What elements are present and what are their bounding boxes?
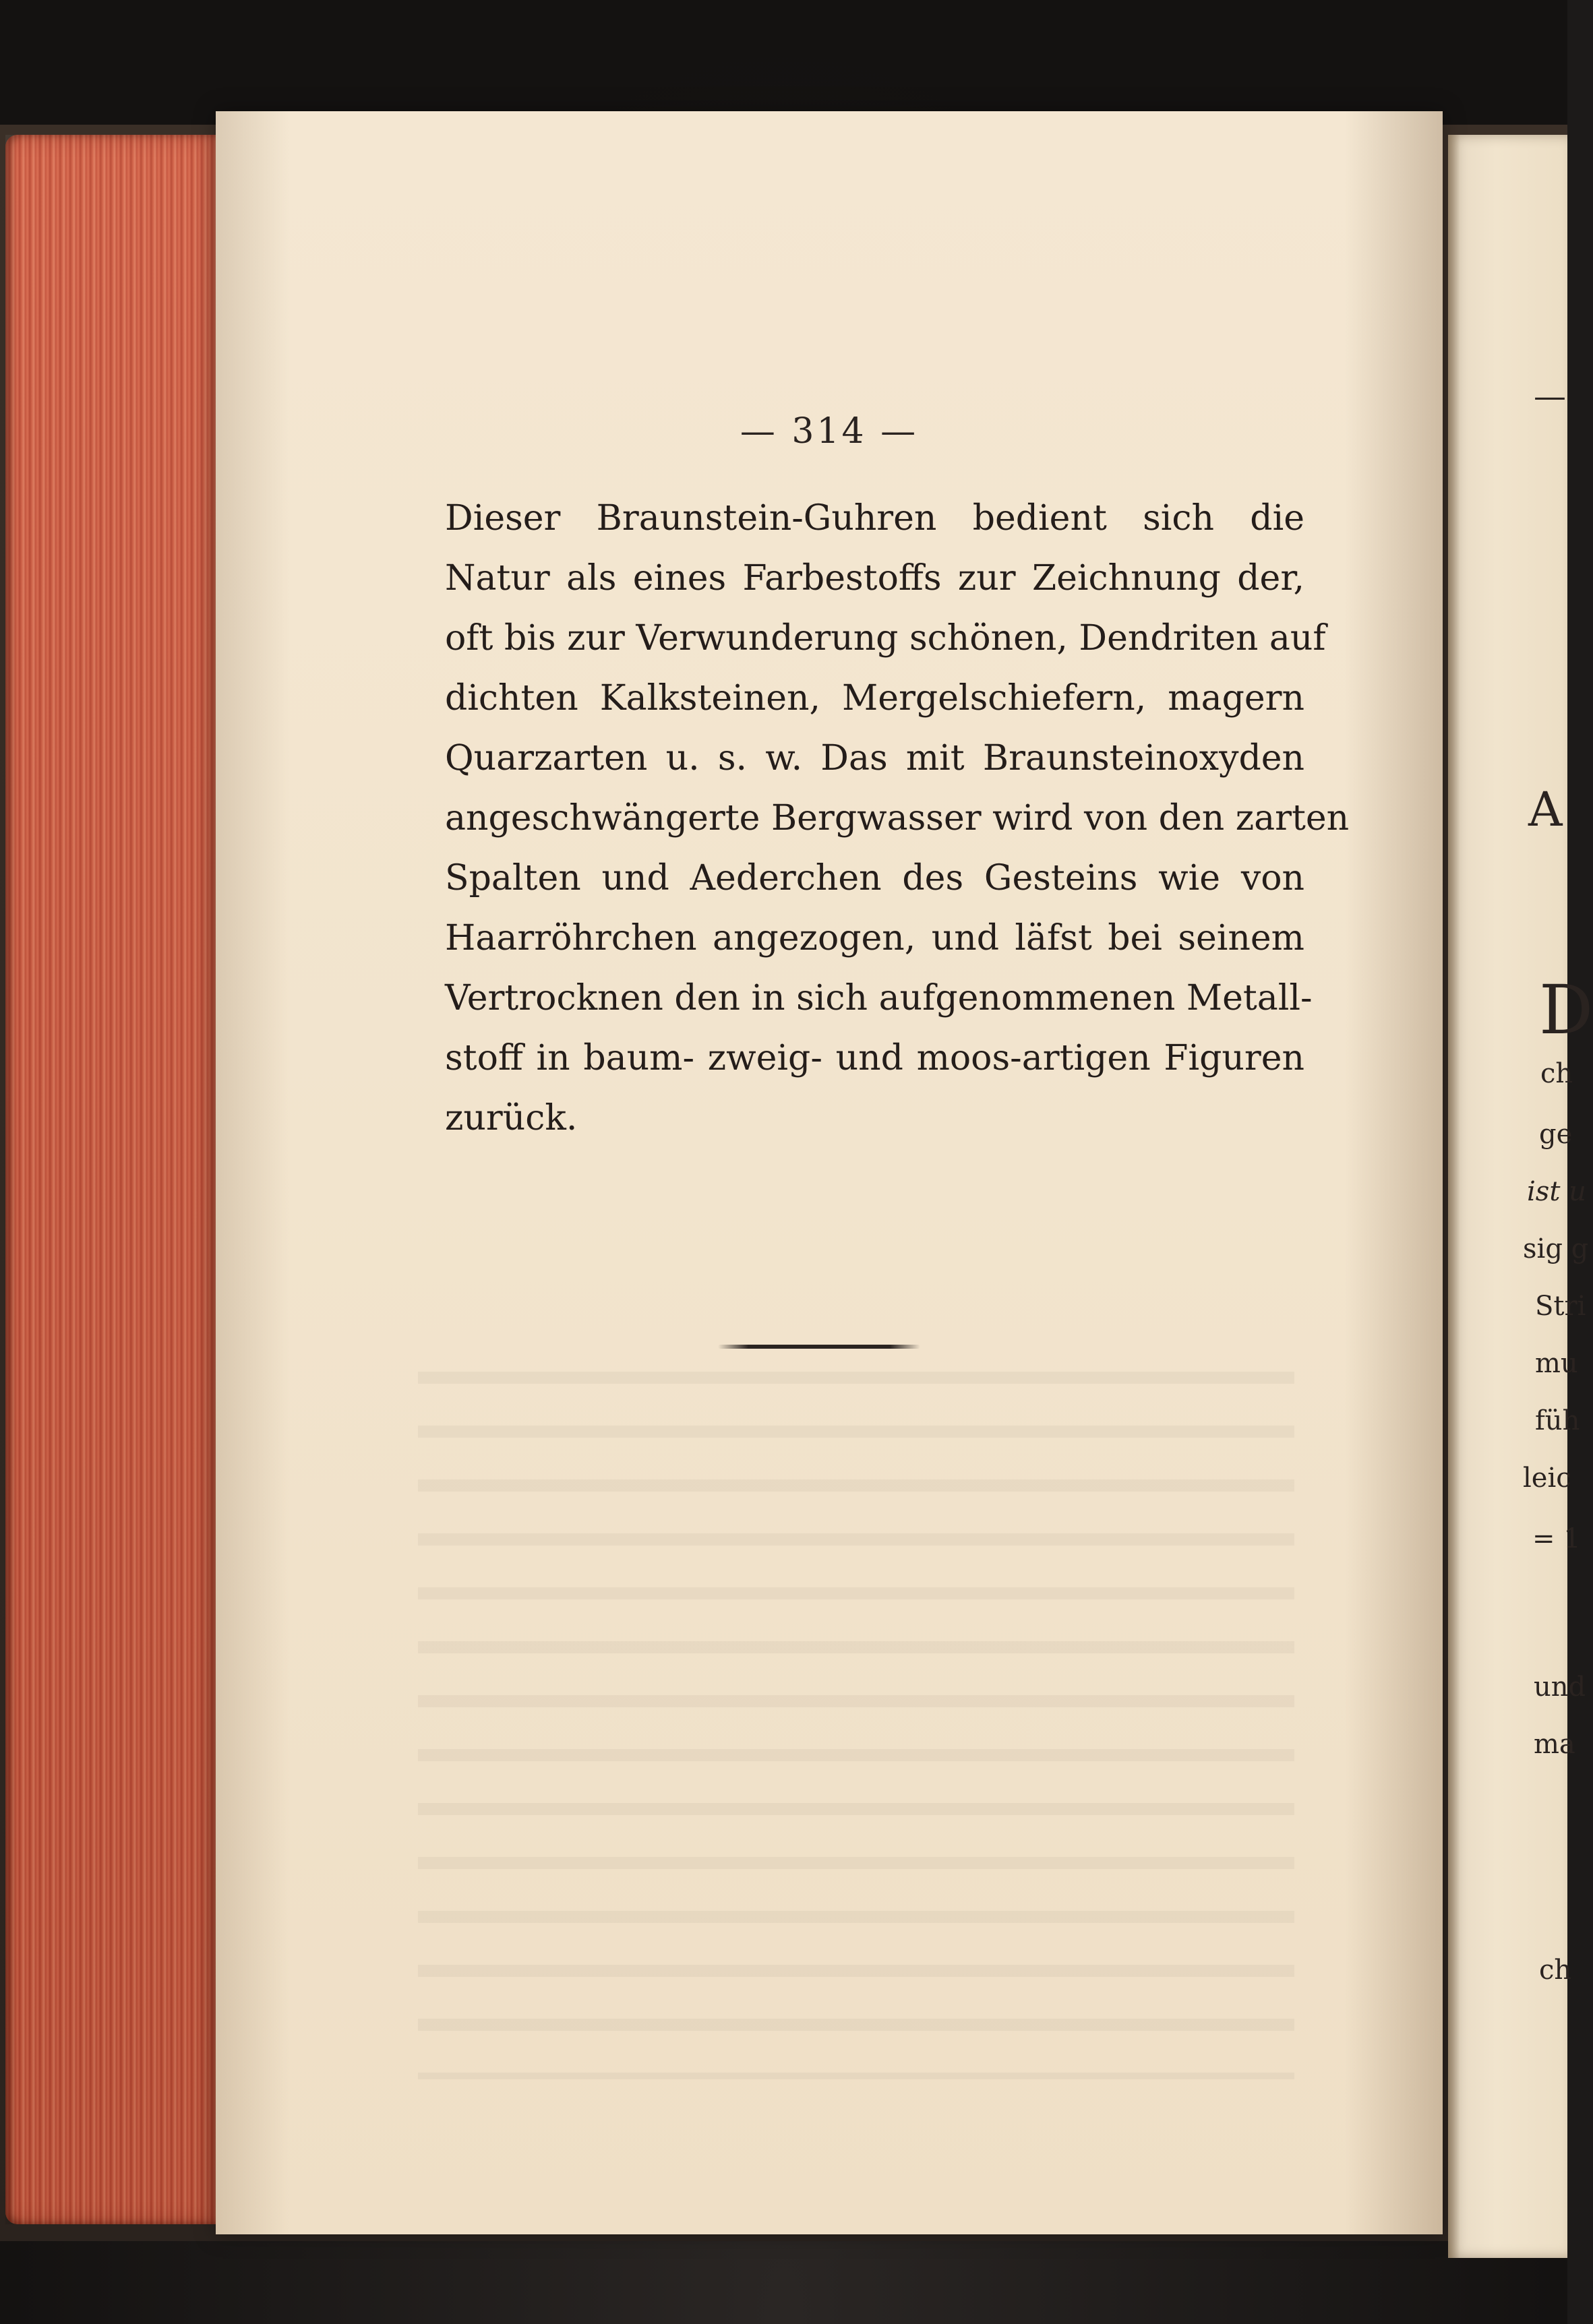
text-line: Haarröhrchen angezogen, und läfst bei seinem (445, 918, 1304, 958)
adjacent-fragment: füh (1535, 1405, 1580, 1436)
book-page (216, 111, 1443, 2234)
adjacent-fragment: ist u (1527, 1176, 1586, 1207)
text-line: Spalten und Aederchen des Gesteins wie von (445, 858, 1304, 898)
text-line: Quarzarten u. s. w. Das mit Braunsteinoxyden (445, 738, 1304, 778)
adjacent-fragment: sig g (1523, 1233, 1589, 1264)
page-body-text (445, 489, 1350, 1149)
adjacent-fragment: A (1528, 782, 1563, 837)
adjacent-fragment: ch (1539, 1955, 1572, 1986)
adjacent-fragment: leic (1523, 1463, 1571, 1494)
adjacent-fragment: — (1534, 377, 1566, 415)
adjacent-fragment: D (1539, 971, 1593, 1049)
page-number: — 314 — (740, 411, 919, 452)
page-edges-red (5, 135, 228, 2224)
adjacent-fragment: ge (1539, 1119, 1573, 1150)
section-end-rule (718, 1345, 920, 1349)
text-line: zurück. (445, 1098, 578, 1138)
text-line: Natur als eines Farbestoffs zur Zeichnung der, (445, 558, 1304, 599)
adjacent-fragment: mu (1535, 1348, 1578, 1379)
adjacent-fragment: ch (1540, 1058, 1573, 1089)
text-line: Dieser Braunstein-Guhren bedient sich die (445, 498, 1304, 539)
text-line: angeschwängerte Bergwasser wird von den zarten (445, 798, 1350, 838)
text-line: Vertrocknen den in sich aufgenommenen Metall- (445, 978, 1313, 1018)
adjacent-fragment: Stri (1535, 1291, 1586, 1322)
text-line: oft bis zur Verwunderung schönen, Dendriten auf (445, 618, 1326, 659)
adjacent-fragment: = 1 (1532, 1523, 1581, 1554)
adjacent-fragment: und (1534, 1672, 1586, 1703)
adjacent-fragment: ma (1534, 1729, 1575, 1760)
text-line: stoff in baum- zweig- und moos-artigen Figuren (445, 1038, 1304, 1078)
verso-show-through (418, 1372, 1294, 2079)
text-line: dichten Kalksteinen, Mergelschiefern, magern (445, 678, 1304, 718)
